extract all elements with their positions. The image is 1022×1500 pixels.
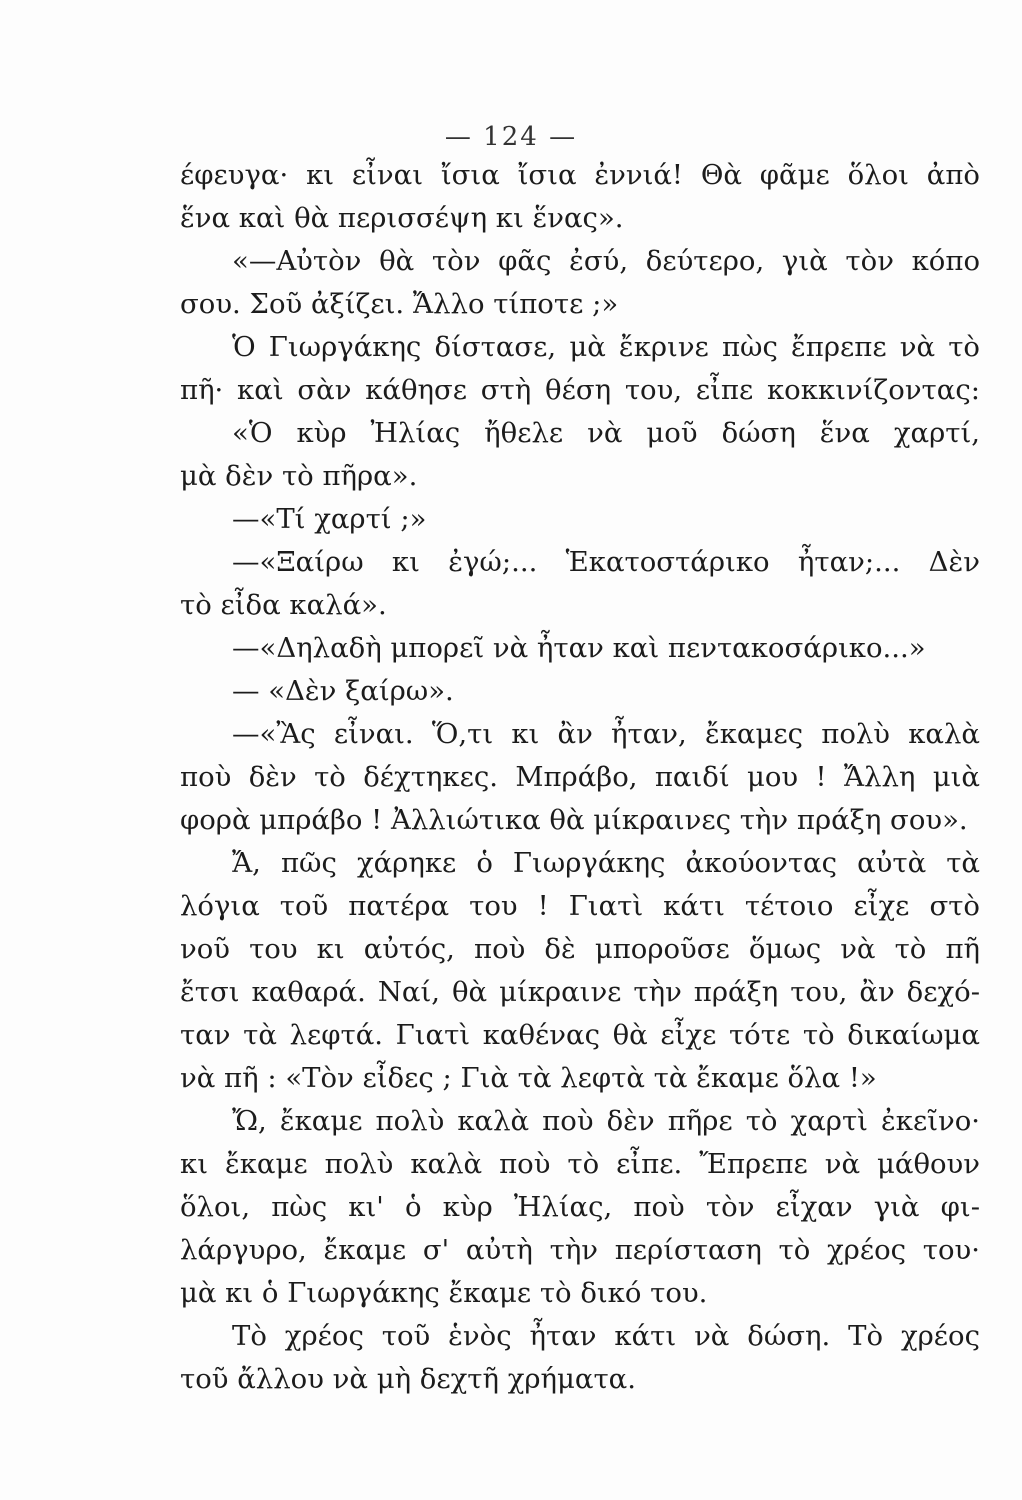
text-line: φορὰ μπράβο ! Ἀλλιώτικα θὰ μίκραινες τὴν πράξη σου». bbox=[180, 804, 968, 836]
text-line: ὅλοι, πὼς κι' ὁ κὺρ Ἠλίας, ποὺ τὸν εἶχαν γιὰ φι- bbox=[180, 1191, 980, 1223]
text-line: Ἄ, πῶς χάρηκε ὁ Γιωργάκης ἀκούοντας αὐτὰ τὰ bbox=[232, 847, 980, 879]
text-line: ἕνα καὶ θὰ περισσέψη κι ἕνας». bbox=[180, 202, 624, 234]
text-line: έφευγα· κι εἶναι ἴσια ἴσια ἐννιά! Θὰ φᾶμε ὅλοι ἀπὸ bbox=[180, 159, 980, 191]
text-line: νοῦ του κι αὐτός, ποὺ δὲ μποροῦσε ὅμως νὰ τὸ πῆ bbox=[180, 933, 980, 965]
text-line: μὰ κι ὁ Γιωργάκης ἔκαμε τὸ δικό του. bbox=[180, 1277, 708, 1309]
text-line: σου. Σοῦ ἀξίζει. Ἄλλο τίποτε ;» bbox=[180, 288, 619, 320]
text-line: μὰ δὲν τὸ πῆρα». bbox=[180, 460, 418, 492]
page-number: — 124 — bbox=[444, 122, 578, 152]
text-line: νὰ πῆ : «Τὸν εἶδες ; Γιὰ τὰ λεφτὰ τὰ ἔκαμε ὅλα !» bbox=[180, 1062, 877, 1094]
text-line: Τὸ χρέος τοῦ ἑνὸς ἦταν κάτι νὰ δώση. Τὸ χρέος bbox=[232, 1320, 980, 1352]
text-line: «—Αὐτὸν θὰ τὸν φᾶς ἐσύ, δεύτερο, γιὰ τὸν κόπο bbox=[232, 245, 980, 277]
text-line: λόγια τοῦ πατέρα του ! Γιατὶ κάτι τέτοιο εἶχε στὸ bbox=[180, 890, 980, 922]
text-line: —«Ξαίρω κι ἐγώ;... Ἑκατοστάρικο ἦταν;... Δὲν bbox=[232, 546, 980, 578]
text-line: ἔτσι καθαρά. Ναί, θὰ μίκραινε τὴν πράξη του, ἂν δεχό- bbox=[180, 976, 980, 1008]
text-line: Ὤ, ἔκαμε πολὺ καλὰ ποὺ δὲν πῆρε τὸ χαρτὶ ἐκεῖνο· bbox=[232, 1105, 980, 1137]
text-line: τοῦ ἄλλου νὰ μὴ δεχτῆ χρήματα. bbox=[180, 1363, 636, 1395]
text-line: λάργυρο, ἔκαμε σ' αὐτὴ τὴν περίσταση τὸ χρέος του· bbox=[180, 1234, 980, 1266]
text-line: —«Δηλαδὴ μπορεῖ νὰ ἦταν καὶ πεντακοσάρικο...» bbox=[232, 632, 926, 664]
text-line: ποὺ δὲν τὸ δέχτηκες. Μπράβο, παιδί μου ! Ἄλλη μιὰ bbox=[180, 761, 980, 793]
text-line: Ὁ Γιωργάκης δίστασε, μὰ ἔκρινε πὼς ἔπρεπε νὰ τὸ bbox=[232, 331, 980, 363]
body-text bbox=[180, 154, 980, 1401]
text-line: —«Τί χαρτί ;» bbox=[232, 503, 427, 535]
text-line: πῆ· καὶ σὰν κάθησε στὴ θέση του, εἶπε κοκκινίζοντας: bbox=[180, 374, 980, 406]
text-line: τὸ εἶδα καλά». bbox=[180, 589, 387, 621]
text-line: — «Δὲν ξαίρω». bbox=[232, 675, 454, 707]
text-line: κι ἔκαμε πολὺ καλὰ ποὺ τὸ εἶπε. Ἔπρεπε νὰ μάθουν bbox=[180, 1148, 980, 1180]
text-line: ταν τὰ λεφτά. Γιατὶ καθένας θὰ εἶχε τότε τὸ δικαίωμα bbox=[180, 1019, 980, 1051]
text-line: «Ὁ κὺρ Ἠλίας ἤθελε νὰ μοῦ δώση ἕνα χαρτί, bbox=[232, 417, 980, 449]
text-line: —«Ἂς εἶναι. Ὅ,τι κι ἂν ἦταν, ἔκαμες πολὺ καλὰ bbox=[232, 718, 980, 750]
